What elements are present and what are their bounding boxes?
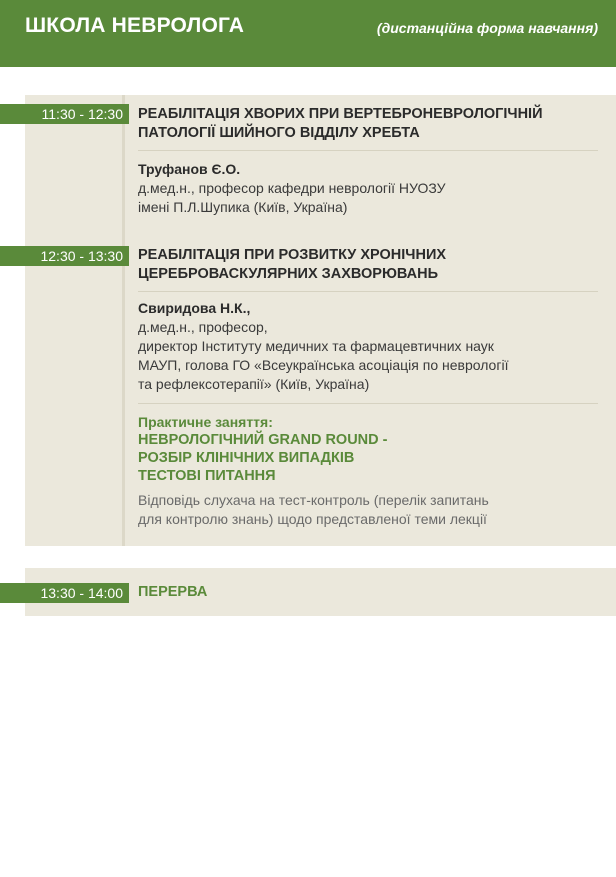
- divider: [138, 150, 598, 151]
- speaker-info-line: д.мед.н., професор кафедри неврології НУОЗУ: [138, 180, 446, 196]
- page-subtitle: (дистанційна форма навчання): [376, 20, 598, 36]
- time-divider: [122, 95, 125, 546]
- session-title-line: РЕАБІЛІТАЦІЯ ХВОРИХ ПРИ ВЕРТЕБРОНЕВРОЛОГІЧНІЙ: [138, 106, 543, 122]
- practice-title-line: ТЕСТОВІ ПИТАННЯ: [138, 468, 276, 484]
- session-title: [138, 105, 598, 143]
- practice-title-line: НЕВРОЛОГІЧНИЙ GRAND ROUND -: [138, 432, 388, 448]
- speaker-block: [138, 299, 598, 394]
- speaker-name: Свиридова Н.К.,: [138, 300, 251, 316]
- divider: [138, 403, 598, 404]
- session-title-line: РЕАБІЛІТАЦІЯ ПРИ РОЗВИТКУ ХРОНІЧНИХ: [138, 247, 447, 263]
- speaker-info-line: д.мед.н., професор,: [138, 319, 268, 335]
- session-time: 12:30 - 13:30: [40, 248, 123, 264]
- speaker-info: [138, 318, 598, 394]
- session-time-badge: [0, 104, 129, 124]
- session-block: [138, 105, 598, 143]
- practice-title-line: РОЗБІР КЛІНІЧНИХ ВИПАДКІВ: [138, 450, 355, 466]
- practice-label: Практичне заняття:: [138, 414, 273, 430]
- break-label: ПЕРЕРВА: [138, 584, 208, 600]
- practice-desc-line: Відповідь слухача на тест-контроль (перелік запитань: [138, 492, 489, 508]
- practice-block: [138, 413, 598, 529]
- session-block: [138, 246, 598, 284]
- practice-description: [138, 491, 598, 529]
- break-time: 13:30 - 14:00: [40, 585, 123, 601]
- speaker-info-line: директор Інституту медичних та фармацевтичних наук: [138, 338, 494, 354]
- speaker-info-line: та рефлексотерапії» (Київ, Україна): [138, 376, 370, 392]
- practice-desc-line: для контролю знань) щодо представленої теми лекції: [138, 511, 487, 527]
- session-title: [138, 246, 598, 284]
- page-header: [0, 0, 616, 67]
- page-title: ШКОЛА НЕВРОЛОГА: [25, 14, 245, 37]
- session-time-badge: [0, 246, 129, 266]
- speaker-name: Труфанов Є.О.: [138, 161, 241, 177]
- break-time-badge: [0, 583, 129, 603]
- session-title-line: ПАТОЛОГІЇ ШИЙНОГО ВІДДІЛУ ХРЕБТА: [138, 125, 420, 141]
- practice-title: [138, 431, 598, 485]
- speaker-info-line: МАУП, голова ГО «Всеукраїнська асоціація по неврології: [138, 357, 509, 373]
- speaker-info-line: імені П.Л.Шупика (Київ, Україна): [138, 199, 348, 215]
- session-title-line: ЦЕРЕБРОВАСКУЛЯРНИХ ЗАХВОРЮВАНЬ: [138, 266, 439, 282]
- speaker-block: [138, 160, 598, 217]
- session-time: 11:30 - 12:30: [41, 106, 123, 122]
- divider: [138, 291, 598, 292]
- speaker-info: [138, 179, 598, 217]
